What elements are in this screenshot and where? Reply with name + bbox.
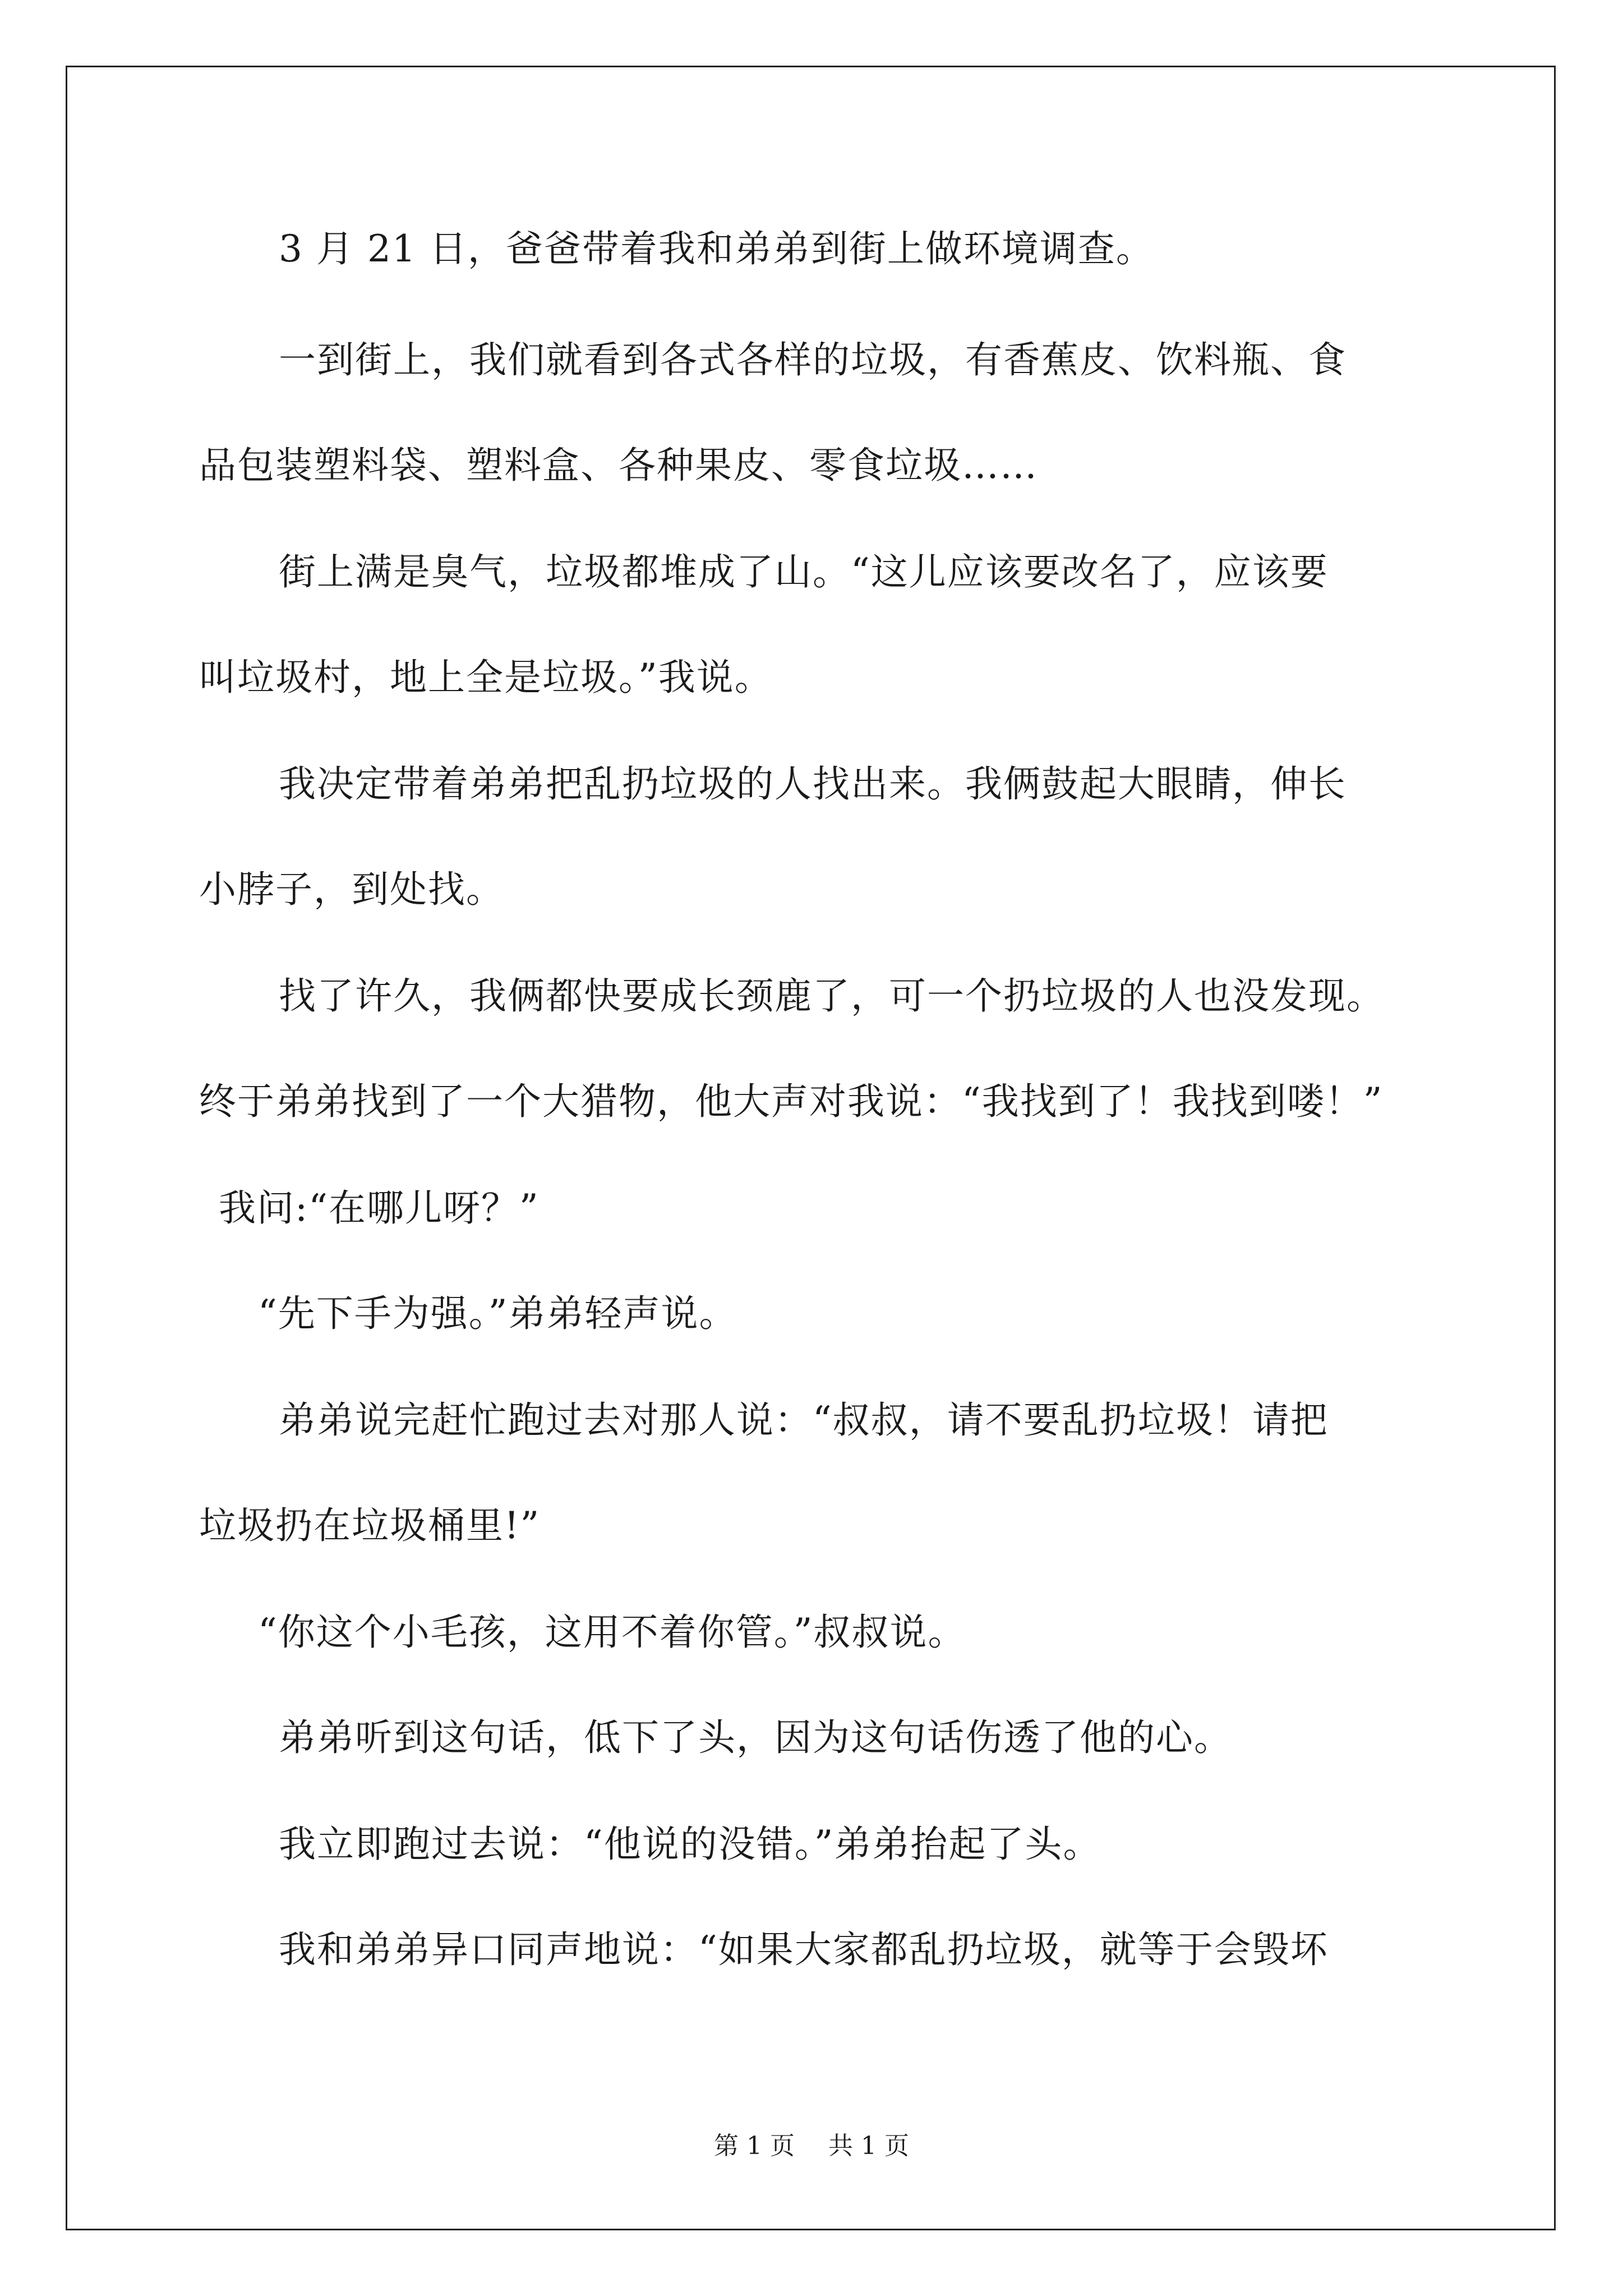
text-line: “你这个小毛孩，这用不着你管。”叔叔说。 (258, 1611, 966, 1654)
text-line: 品包装塑料袋、塑料盒、各种果皮、零食垃圾…… (199, 444, 1038, 487)
text-line: 找了许久，我俩都快要成长颈鹿了，可一个扔垃圾的人也没发现。 (279, 974, 1385, 1018)
text-line: 一到街上，我们就看到各式各样的垃圾，有香蕉皮、饮料瓶、食 (279, 338, 1347, 381)
text-line: 终于弟弟找到了一个大猎物，他大声对我说：“我找到了！我找到喽！” (199, 1080, 1384, 1123)
page-footer (0, 2131, 1623, 2162)
text-line: 我和弟弟异口同声地说：“如果大家都乱扔垃圾，就等于会毁坏 (279, 1928, 1329, 1971)
text-line: 叫垃圾村，地上全是垃圾。”我说。 (199, 656, 773, 699)
page-number-total: 共 1 页 (828, 2132, 909, 2160)
text-line: “先下手为强。”弟弟轻声说。 (258, 1292, 737, 1335)
text-line: 我立即跑过去说：“他说的没错。”弟弟抬起了头。 (279, 1823, 1101, 1866)
page-number-current: 第 1 页 (714, 2132, 795, 2160)
text-line: 弟弟听到这句话，低下了头，因为这句话伤透了他的心。 (279, 1716, 1232, 1759)
text-line: 3 月 21 日，爸爸带着我和弟弟到街上做环境调查。 (279, 227, 1154, 270)
text-line: 街上满是臭气，垃圾都堆成了山。“这儿应该要改名了，应该要 (279, 550, 1329, 593)
text-line: 弟弟说完赶忙跑过去对那人说：“叔叔，请不要乱扔垃圾！请把 (279, 1398, 1329, 1442)
text-line: 垃圾扔在垃圾桶里!” (199, 1504, 541, 1547)
page-border (66, 66, 1556, 2230)
text-line: 小脖子，到处找。 (199, 868, 504, 911)
text-line: 我问:“在哪儿呀？” (219, 1186, 540, 1230)
text-line: 我决定带着弟弟把乱扔垃圾的人找出来。我俩鼓起大眼睛，伸长 (279, 762, 1347, 806)
